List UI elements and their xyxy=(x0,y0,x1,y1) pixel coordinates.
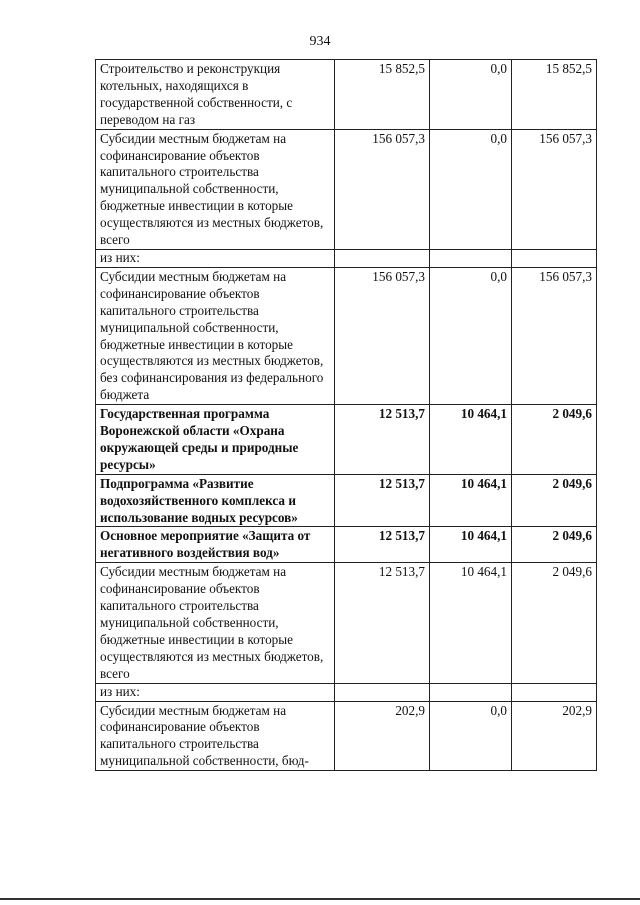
row-regional: 2 049,6 xyxy=(512,527,597,563)
row-total: 202,9 xyxy=(335,701,430,771)
budget-table xyxy=(95,59,597,771)
row-regional: 156 057,3 xyxy=(512,267,597,404)
row-description: из них: xyxy=(96,683,335,701)
row-total xyxy=(335,683,430,701)
row-federal xyxy=(430,683,512,701)
row-description: Субсидии местным бюджетам на софинансирование объектов капитального строительства муниципальной собственности, бюджетные инвестиции в которые осуществляются из местных бюджетов, всего xyxy=(96,563,335,683)
row-regional: 202,9 xyxy=(512,701,597,771)
row-description: Субсидии местным бюджетам на софинансирование объектов капитального строительства муниципальной собственности, бюджетные инвестиции в которые осуществляются из местных бюджетов, без софинансирования из федерального бюджета xyxy=(96,267,335,404)
row-federal: 0,0 xyxy=(430,129,512,249)
row-description: Субсидии местным бюджетам на софинансирование объектов капитального строительства муниципальной собственности, бюд- xyxy=(96,701,335,771)
row-description: из них: xyxy=(96,249,335,267)
row-federal: 10 464,1 xyxy=(430,405,512,475)
row-regional xyxy=(512,249,597,267)
row-federal: 10 464,1 xyxy=(430,474,512,527)
row-regional: 156 057,3 xyxy=(512,129,597,249)
table-row xyxy=(96,60,597,130)
row-federal: 0,0 xyxy=(430,60,512,130)
table-row xyxy=(96,563,597,683)
table-row xyxy=(96,527,597,563)
row-description: Государственная программа Воронежской области «Охрана окружающей среды и природные ресурсы» xyxy=(96,405,335,475)
page-bottom-border xyxy=(0,898,640,900)
row-description: Строительство и реконструкция котельных, находящихся в государственной собственности, с переводом на газ xyxy=(96,60,335,130)
table-row xyxy=(96,474,597,527)
row-federal: 10 464,1 xyxy=(430,563,512,683)
row-federal xyxy=(430,249,512,267)
row-total: 12 513,7 xyxy=(335,405,430,475)
row-total: 156 057,3 xyxy=(335,129,430,249)
row-regional: 15 852,5 xyxy=(512,60,597,130)
row-total xyxy=(335,249,430,267)
table-row xyxy=(96,249,597,267)
row-federal: 0,0 xyxy=(430,701,512,771)
row-total: 12 513,7 xyxy=(335,527,430,563)
row-total: 156 057,3 xyxy=(335,267,430,404)
row-federal: 0,0 xyxy=(430,267,512,404)
page-number: 934 xyxy=(309,34,331,49)
table-row xyxy=(96,701,597,771)
table-row xyxy=(96,683,597,701)
row-regional: 2 049,6 xyxy=(512,474,597,527)
table-row xyxy=(96,267,597,404)
row-total: 15 852,5 xyxy=(335,60,430,130)
table-row xyxy=(96,129,597,249)
row-regional: 2 049,6 xyxy=(512,563,597,683)
row-regional: 2 049,6 xyxy=(512,405,597,475)
row-federal: 10 464,1 xyxy=(430,527,512,563)
row-description: Основное мероприятие «Защита от негативного воздействия вод» xyxy=(96,527,335,563)
row-total: 12 513,7 xyxy=(335,563,430,683)
row-description: Субсидии местным бюджетам на софинансирование объектов капитального строительства муниципальной собственности, бюджетные инвестиции в которые осуществляются из местных бюджетов, всего xyxy=(96,129,335,249)
row-total: 12 513,7 xyxy=(335,474,430,527)
table-row xyxy=(96,405,597,475)
row-description: Подпрограмма «Развитие водохозяйственного комплекса и использование водных ресурсов» xyxy=(96,474,335,527)
row-regional xyxy=(512,683,597,701)
